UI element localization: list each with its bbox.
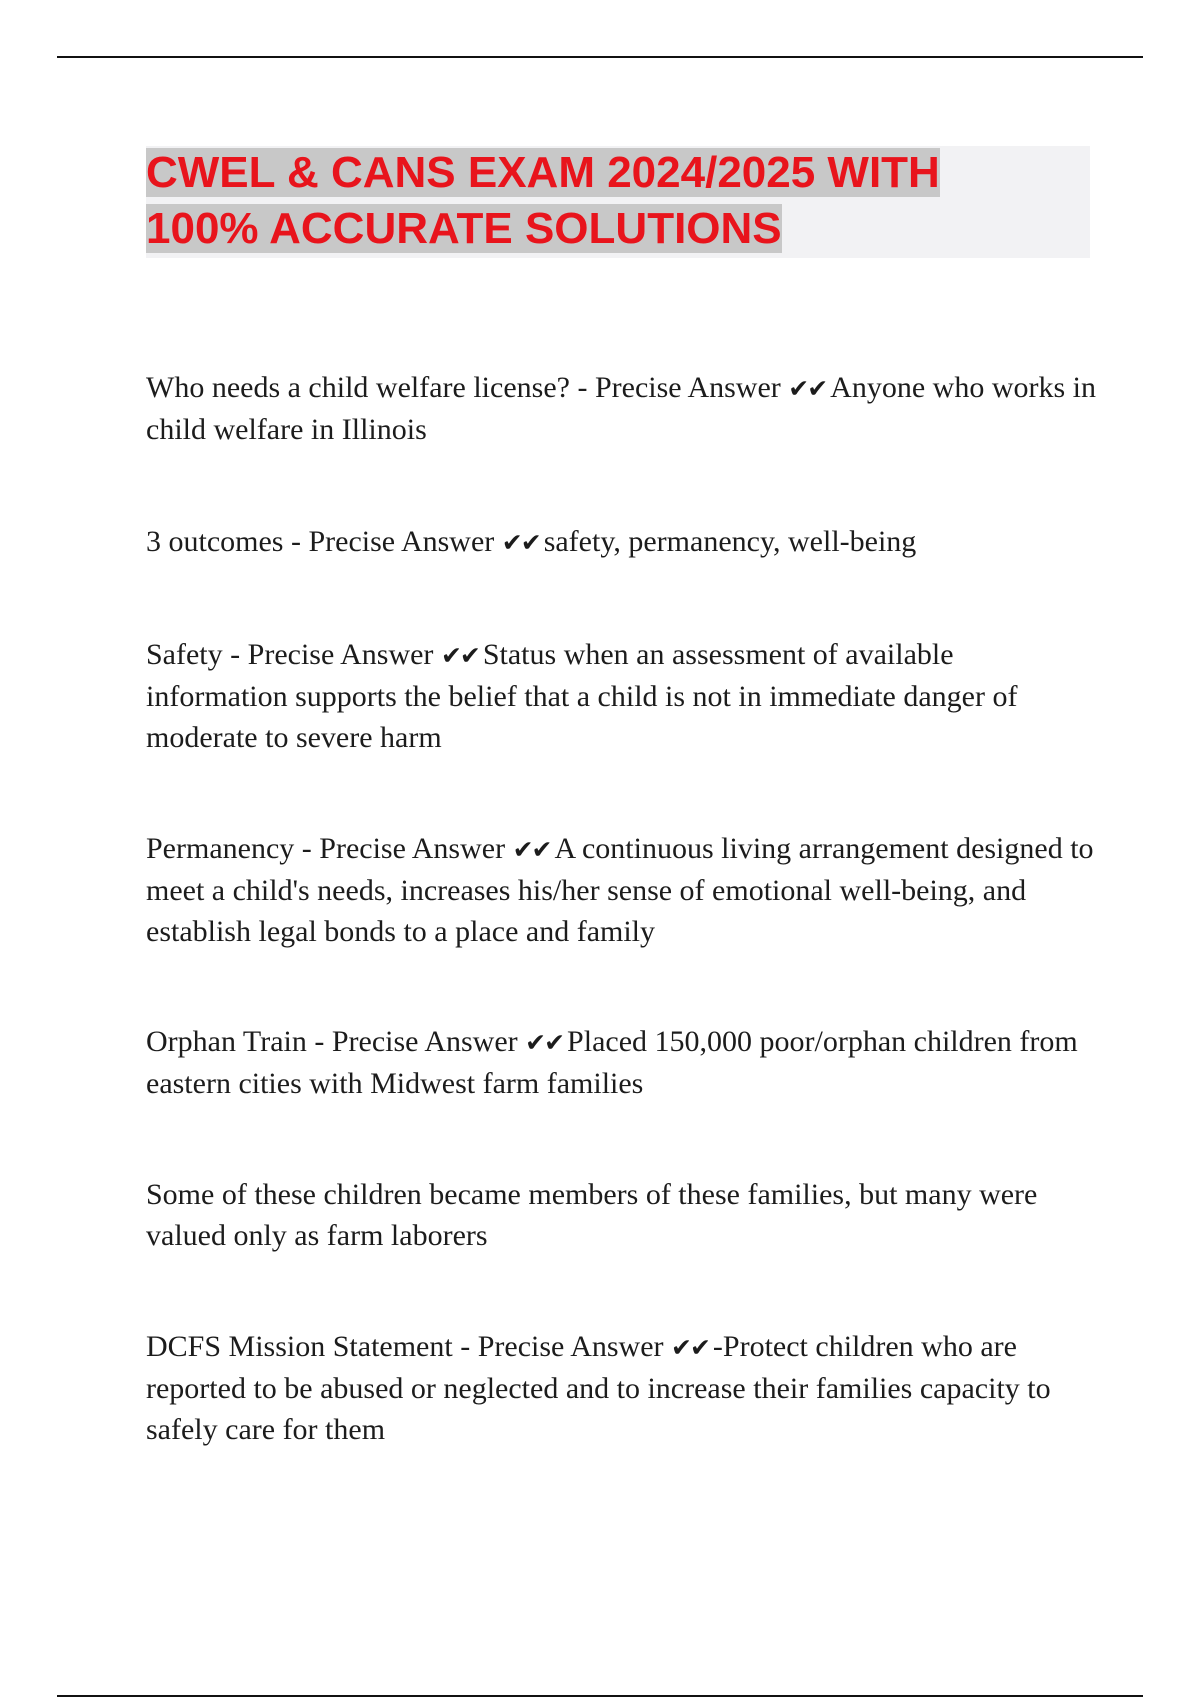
- question-text: Safety: [146, 638, 223, 671]
- separator: -: [294, 832, 320, 865]
- answer-text: safety, permanency, well-being: [543, 525, 917, 558]
- double-check-icon: ✔✔: [512, 835, 551, 864]
- top-divider: [57, 56, 1143, 58]
- question-text: 3 outcomes: [146, 525, 284, 558]
- answer-label: Precise Answer: [247, 638, 434, 671]
- qa-item: [146, 1021, 1096, 1104]
- answer-text: -Protect children who are reported to be abused or neglected and to increase their families capacity to safely care for them: [146, 1330, 1051, 1446]
- title-line-2: 100% ACCURATE SOLUTIONS: [146, 204, 782, 253]
- separator: -: [452, 1330, 478, 1363]
- document-title: [146, 145, 1086, 257]
- separator: -: [283, 525, 309, 558]
- answer-label: Precise Answer: [331, 1025, 518, 1058]
- separator: -: [569, 371, 595, 404]
- answer-label: Precise Answer: [308, 525, 495, 558]
- answer-text: Placed 150,000 poor/orphan children from eastern cities with Midwest farm families: [146, 1025, 1078, 1100]
- qa-item: [146, 521, 1096, 563]
- separator: -: [222, 638, 248, 671]
- bottom-divider: [57, 1695, 1143, 1697]
- double-check-icon: ✔✔: [788, 374, 827, 403]
- qa-item: [146, 828, 1096, 952]
- qa-item: [146, 634, 1096, 758]
- question-text: Who needs a child welfare license?: [146, 371, 570, 404]
- double-check-icon: ✔✔: [440, 641, 479, 670]
- question-text: DCFS Mission Statement: [146, 1330, 453, 1363]
- double-check-icon: ✔✔: [501, 528, 540, 557]
- answer-label: Precise Answer: [477, 1330, 664, 1363]
- separator: -: [306, 1025, 332, 1058]
- answer-label: Precise Answer: [594, 371, 781, 404]
- question-text: Orphan Train: [146, 1025, 307, 1058]
- answer-text: Anyone who works in child welfare in Illinois: [146, 371, 1096, 446]
- answer-text: Status when an assessment of available information supports the belief that a child is not in immediate danger of moderate to severe harm: [146, 638, 1018, 754]
- qa-item: [146, 1326, 1096, 1450]
- double-check-icon: ✔✔: [671, 1333, 709, 1362]
- answer-label: Precise Answer: [319, 832, 506, 865]
- double-check-icon: ✔✔: [525, 1028, 564, 1057]
- title-line-1: CWEL & CANS EXAM 2024/2025 WITH: [146, 148, 940, 197]
- answer-text: A continuous living arrangement designed to meet a child's needs, increases his/her sense of emotional well-being, and establish legal bonds to a place and family: [146, 832, 1094, 948]
- qa-item: [146, 367, 1096, 450]
- standalone-paragraph: Some of these children became members of these families, but many were valued only as farm laborers: [146, 1178, 1038, 1252]
- question-text: Permanency: [146, 832, 295, 865]
